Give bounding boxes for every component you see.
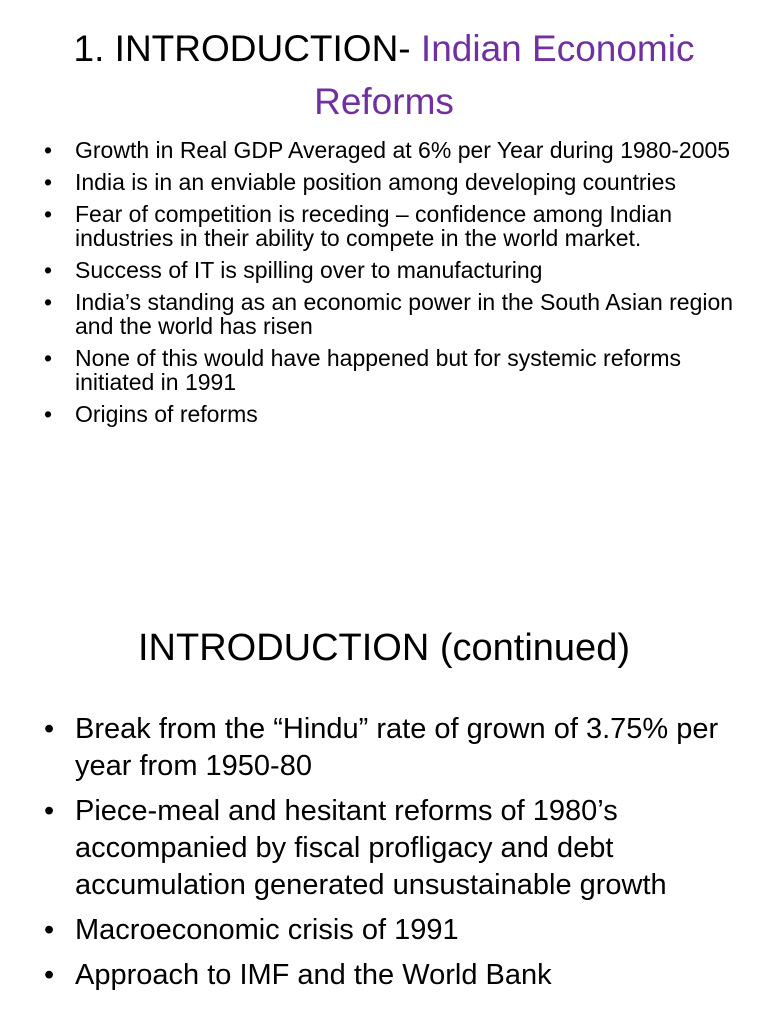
bullet-marker: • bbox=[44, 914, 55, 946]
bullet-item bbox=[44, 138, 744, 162]
bullet-text: Piece-meal and hesitant reforms of 1980’s accompanied by fiscal profligacy and debt accumulation generated unsustainable growth bbox=[75, 795, 667, 901]
bullet-text: India’s standing as an economic power in the South Asian region and the world has risen bbox=[75, 289, 734, 339]
bullet-item bbox=[44, 346, 744, 394]
bullet-marker: • bbox=[44, 289, 53, 315]
bullet-list bbox=[44, 711, 744, 1002]
bullet-marker: • bbox=[44, 257, 53, 283]
slide-title bbox=[60, 22, 708, 128]
bullet-text: Approach to IMF and the World Bank bbox=[75, 959, 552, 991]
bullet-item bbox=[44, 402, 744, 426]
bullet-marker: • bbox=[44, 795, 55, 827]
bullet-marker: • bbox=[44, 345, 53, 371]
bullet-text: Macroeconomic crisis of 1991 bbox=[75, 914, 459, 946]
bullet-marker: • bbox=[44, 169, 53, 195]
bullet-marker: • bbox=[44, 201, 53, 227]
slide-title: INTRODUCTION (continued) bbox=[138, 627, 630, 669]
bullet-text: Origins of reforms bbox=[75, 401, 258, 427]
title-main: 1. INTRODUCTION- bbox=[73, 28, 421, 69]
bullet-marker: • bbox=[44, 137, 53, 163]
bullet-text: Success of IT is spilling over to manufacturing bbox=[75, 257, 543, 283]
bullet-marker: • bbox=[44, 401, 53, 427]
bullet-item bbox=[44, 202, 744, 250]
slide-introduction-continued bbox=[0, 600, 768, 1024]
bullet-text: Fear of competition is receding – confidence among Indian industries in their ability to compete in the world market. bbox=[75, 201, 673, 251]
bullet-item bbox=[44, 912, 744, 949]
bullet-text: Growth in Real GDP Averaged at 6% per Year during 1980-2005 bbox=[75, 137, 731, 163]
bullet-item bbox=[44, 290, 744, 338]
bullet-text: None of this would have happened but for systemic reforms initiated in 1991 bbox=[75, 345, 681, 395]
bullet-list bbox=[44, 138, 744, 434]
bullet-item bbox=[44, 711, 744, 785]
bullet-text: India is in an enviable position among developing countries bbox=[75, 169, 676, 195]
bullet-item bbox=[44, 957, 744, 994]
bullet-marker: • bbox=[44, 959, 55, 991]
bullet-item bbox=[44, 793, 744, 904]
bullet-text: Break from the “Hindu” rate of grown of 3.75% per year from 1950-80 bbox=[75, 713, 719, 782]
bullet-marker: • bbox=[44, 713, 55, 745]
title-accent: Indian Economic Reforms bbox=[314, 28, 695, 122]
bullet-item bbox=[44, 170, 744, 194]
bullet-item bbox=[44, 258, 744, 282]
